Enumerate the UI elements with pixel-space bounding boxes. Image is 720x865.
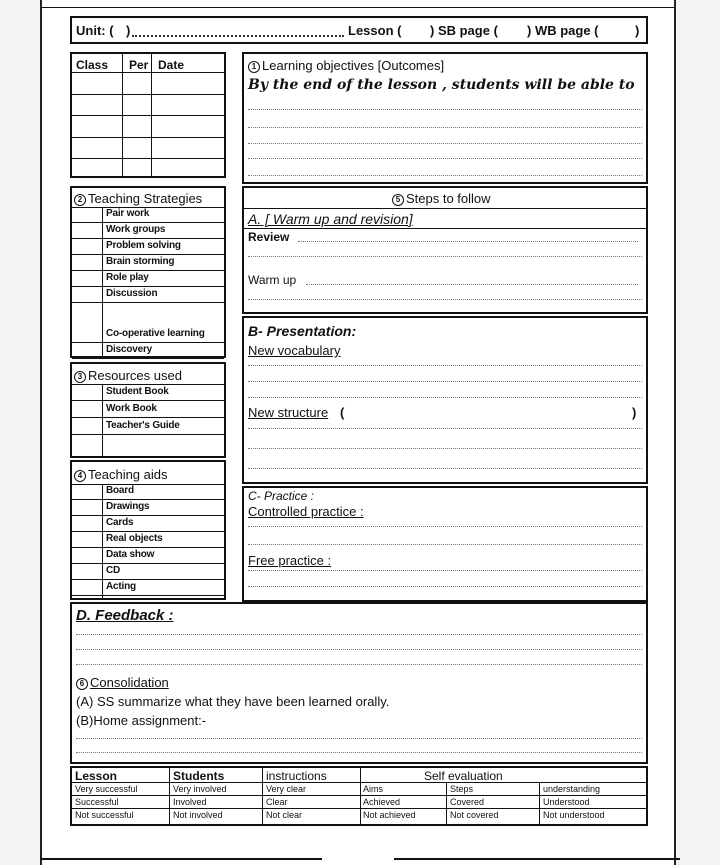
warmup-label: Warm up: [248, 273, 297, 287]
list-item-label: CD: [106, 565, 121, 576]
number-4-icon: 4: [74, 470, 86, 482]
practice-heading: C- Practice :: [248, 489, 315, 503]
steps-heading: [392, 192, 491, 206]
teaching-aids-box: [70, 460, 226, 600]
resources-title: Resources used: [88, 368, 182, 383]
eval-instructions-row-1: Very clear: [266, 784, 307, 794]
unit-close: ): [126, 23, 131, 38]
list-item-label: Work groups: [106, 224, 166, 235]
list-row: [72, 401, 224, 418]
top-rule: [42, 7, 674, 8]
eval-steps-row-1: Steps: [450, 784, 474, 794]
eval-understanding-row-2: Understood: [543, 797, 590, 807]
consolidation-title: Consolidation: [90, 675, 169, 690]
consolidation-heading: [76, 676, 169, 690]
review-line[interactable]: [298, 241, 638, 242]
unit-label: Unit: (: [76, 23, 114, 38]
eval-students-row-2: Involved: [173, 797, 207, 807]
new-structure-open: (: [340, 405, 345, 420]
list-item-label: Acting: [106, 581, 136, 592]
list-row: [72, 223, 224, 239]
eval-instructions-row-3: Not clear: [266, 810, 303, 820]
end-paren: ): [635, 23, 640, 38]
lesson-plan-page: [40, 0, 676, 865]
eval-self-header: Self evaluation: [424, 769, 503, 783]
list-row: [72, 418, 224, 435]
eval-students-row-3: Not involved: [173, 810, 223, 820]
resource-list: [72, 384, 224, 456]
strategies-box: [70, 186, 226, 358]
review-label: Review: [248, 230, 290, 244]
evaluation-table: [70, 766, 648, 826]
list-item-label: Problem solving: [106, 240, 181, 251]
objectives-box: [242, 52, 648, 184]
eval-instructions-header: instructions: [266, 769, 327, 783]
aids-list: [72, 484, 224, 598]
list-row: [72, 532, 224, 548]
list-item-label: Student Book: [106, 386, 169, 397]
number-5-icon: 5: [392, 194, 404, 206]
list-row: [72, 500, 224, 516]
wb-page-label: ) WB page (: [527, 23, 599, 38]
steps-title: Steps to follow: [406, 191, 491, 206]
strategies-heading: [74, 192, 202, 206]
sb-page-label: ) SB page (: [430, 23, 498, 38]
list-item-label: Board: [106, 485, 134, 496]
strategy-list: [72, 207, 224, 356]
eval-lesson-row-3: Not successful: [75, 810, 134, 820]
lesson-label: Lesson (: [348, 23, 402, 38]
controlled-practice-label: Controlled practice :: [248, 504, 364, 519]
list-row: [72, 516, 224, 532]
steps-warmup-box: [242, 186, 648, 314]
objectives-subtitle: By the end of the lesson , students will be able to: [248, 77, 635, 93]
practice-box: [242, 486, 648, 602]
new-structure-close: ): [632, 405, 637, 420]
list-item-label: Discussion: [106, 288, 158, 299]
number-6-icon: 6: [76, 678, 88, 690]
list-row: [72, 327, 224, 343]
presentation-heading: B- Presentation:: [248, 323, 357, 339]
eval-aims-row-2: Achieved: [363, 797, 401, 807]
eval-aims-row-3: Not achieved: [363, 810, 416, 820]
eval-lesson-row-1: Very successful: [75, 784, 138, 794]
aids-title: Teaching aids: [88, 467, 168, 482]
class-column-header: Class: [76, 58, 109, 72]
list-row: [72, 255, 224, 271]
feedback-box: [70, 602, 648, 764]
eval-understanding-row-1: understanding: [543, 784, 601, 794]
number-1-icon: 1: [248, 61, 260, 73]
eval-lesson-row-2: Successful: [75, 797, 119, 807]
list-item-label: Role play: [106, 272, 149, 283]
class-table: [70, 52, 226, 178]
list-row: [72, 484, 224, 500]
new-vocabulary-label: New vocabulary: [248, 343, 341, 358]
list-item-label: Drawings: [106, 501, 150, 512]
eval-instructions-row-2: Clear: [266, 797, 288, 807]
home-assignment-label: (B)Home assignment:-: [76, 713, 207, 728]
list-item-label: Discovery: [106, 344, 153, 355]
bottom-rule-right: [394, 858, 680, 860]
list-item-label: Teacher's Guide: [106, 420, 180, 431]
eval-students-header: Students: [173, 769, 225, 783]
eval-understanding-row-3: Not understood: [543, 810, 605, 820]
list-row: [72, 384, 224, 401]
number-2-icon: 2: [74, 194, 86, 206]
header-row: [70, 16, 648, 44]
eval-steps-row-3: Not covered: [450, 810, 499, 820]
strategies-title: Teaching Strategies: [88, 191, 203, 206]
list-row: [72, 287, 224, 303]
eval-students-row-1: Very involved: [173, 784, 227, 794]
aids-heading: [74, 468, 168, 482]
list-item-label: Pair work: [106, 208, 150, 219]
list-row: [72, 580, 224, 596]
list-row: [72, 207, 224, 223]
unit-fill-line[interactable]: [132, 35, 344, 37]
resources-heading: [74, 369, 182, 383]
list-item-label: Real objects: [106, 533, 163, 544]
eval-aims-row-1: Aims: [363, 784, 383, 794]
eval-lesson-header: Lesson: [75, 769, 118, 783]
per-column-header: Per: [129, 58, 149, 72]
list-row: [72, 343, 224, 359]
list-row: [72, 548, 224, 564]
consolidation-line-a: (A) SS summarize what they have been learned orally.: [76, 694, 390, 709]
list-item-label: Cards: [106, 517, 134, 528]
bottom-rule-left: [40, 858, 322, 860]
presentation-box: [242, 316, 648, 484]
number-3-icon: 3: [74, 371, 86, 383]
warmup-heading: A. [ Warm up and revision]: [248, 211, 413, 227]
new-structure-label: New structure: [248, 405, 329, 420]
date-column-header: Date: [158, 58, 185, 72]
objectives-heading: [248, 59, 444, 73]
list-row: [72, 564, 224, 580]
list-item-label: Data show: [106, 549, 155, 560]
eval-steps-row-2: Covered: [450, 797, 485, 807]
warmup-line[interactable]: [306, 284, 638, 285]
list-item-label: Brain storming: [106, 256, 175, 267]
list-row: [72, 271, 224, 287]
feedback-heading: D. Feedback :: [76, 607, 174, 624]
free-practice-label: Free practice :: [248, 553, 332, 568]
list-item-label: Work Book: [106, 403, 157, 414]
list-row: [72, 239, 224, 255]
resources-box: [70, 362, 226, 458]
objectives-title: Learning objectives [Outcomes]: [262, 58, 445, 73]
list-item-label: Co-operative learning: [106, 328, 205, 339]
